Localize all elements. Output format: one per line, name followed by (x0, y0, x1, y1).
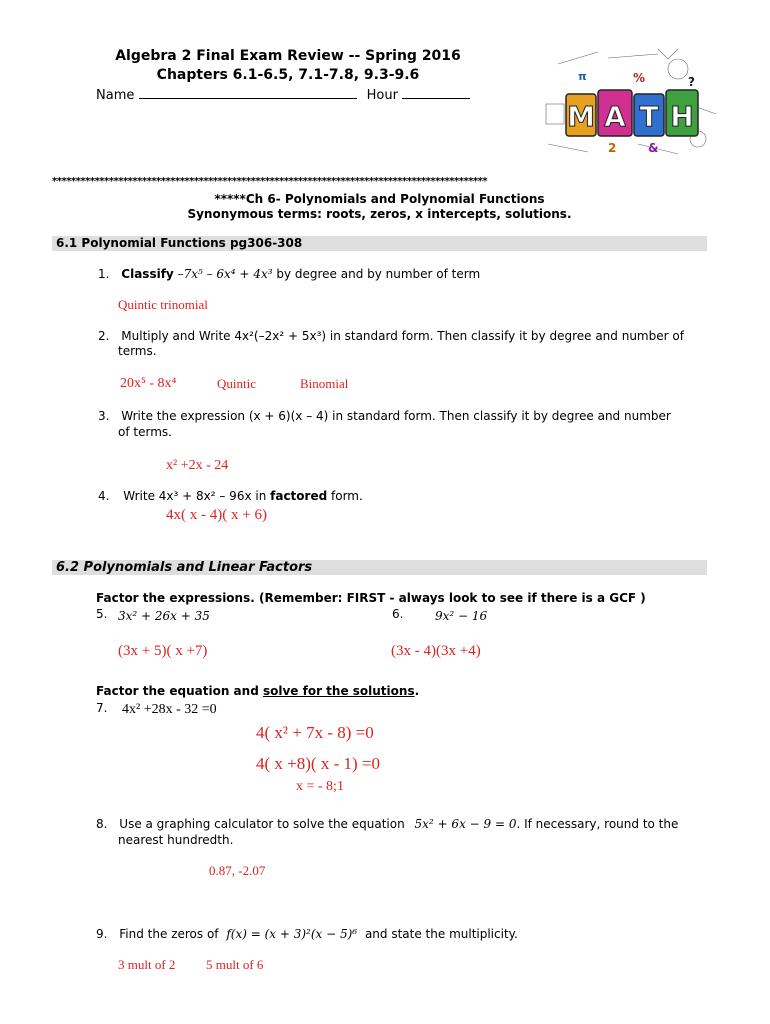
section-heading-6-2: 6.2 Polynomials and Linear Factors (52, 560, 707, 575)
name-row (96, 85, 470, 103)
q9-pre: Find the zeros of (119, 927, 219, 941)
answer-7-step1: 4( x² + 7x - 8) =0 (256, 723, 374, 742)
name-field[interactable] (139, 85, 357, 99)
question-number: 8. (96, 817, 108, 831)
solve-pre: Factor the equation and (96, 684, 263, 698)
answer-7-solution: x = - 8;1 (296, 779, 344, 794)
question-5-number: 5. (96, 607, 108, 621)
question-number: 4. (98, 489, 110, 503)
chapter-title: *****Ch 6- Polynomials and Polynomial Functions (214, 192, 545, 206)
question-3 (98, 409, 671, 423)
answer-8: 0.87, -2.07 (209, 863, 266, 878)
answer-3: x² +2x - 24 (166, 458, 229, 473)
svg-text:&: & (648, 141, 659, 155)
question-number: 1. (98, 267, 110, 281)
q3-line2: of terms. (118, 425, 172, 439)
section-heading-6-1: 6.1 Polynomial Functions pg306-308 (52, 236, 707, 251)
q8-line2: nearest hundredth. (118, 833, 234, 847)
q8-expr: 5x² + 6x − 9 = 0 (414, 817, 517, 831)
q2-line1: Multiply and Write 4x²(–2x² + 5x³) in standard form. Then classify it by degree and number of (121, 329, 684, 343)
question-number: 2. (98, 329, 110, 343)
question-5-expression: 3x² + 26x + 35 (118, 609, 210, 623)
hour-field[interactable] (402, 85, 470, 99)
question-8 (96, 817, 678, 831)
answer-1: Quintic trinomial (118, 297, 208, 312)
q9-post: and state the multiplicity. (364, 927, 518, 941)
svg-text:T: T (639, 100, 659, 133)
svg-text:M: M (567, 100, 595, 133)
q1-expr: –7x⁵ – 6x⁴ + 4x³ (173, 267, 273, 281)
synonyms-note: Synonymous terms: roots, zeros, x intercepts, solutions. (187, 207, 572, 221)
question-7-expression: 4x² +28x - 32 =0 (122, 702, 217, 717)
q1-bold: Classify (121, 267, 174, 281)
q2-line2: terms. (118, 344, 157, 358)
answer-2-terms: Binomial (300, 376, 349, 391)
svg-text:?: ? (688, 75, 695, 89)
question-6-number: 6. (392, 607, 404, 621)
factor-instructions: Factor the expressions. (Remember: FIRST - always look to see if there is a GCF ) (96, 591, 646, 605)
q4-post: form. (327, 489, 363, 503)
solve-instructions (96, 684, 419, 698)
question-2 (98, 329, 684, 343)
answer-2-degree: Quintic (217, 376, 256, 391)
question-7-number: 7. (96, 701, 108, 715)
q4-pre: Write 4x³ + 8x² – 96x in (123, 489, 271, 503)
question-number: 9. (96, 927, 108, 941)
answer-4: 4x( x - 4)( x + 6) (166, 507, 267, 523)
question-6-expression: 9x² − 16 (435, 609, 488, 623)
page-subtitle: Chapters 6.1-6.5, 7.1-7.8, 9.3-9.6 (156, 67, 420, 83)
q1-rest: by degree and by number of term (272, 267, 481, 281)
svg-text:H: H (670, 100, 694, 133)
q9-expr: f(x) = (x + 3)²(x − 5)⁶ (226, 927, 358, 941)
name-label: Name (96, 88, 135, 103)
answer-6: (3x - 4)(3x +4) (391, 643, 481, 659)
question-9 (96, 927, 518, 941)
question-number: 3. (98, 409, 110, 423)
answer-7-step2: 4( x +8)( x - 1) =0 (256, 754, 380, 773)
q4-bold: factored (270, 489, 328, 503)
solve-post: . (414, 684, 420, 698)
svg-text:2: 2 (608, 141, 617, 155)
page-title: Algebra 2 Final Exam Review -- Spring 2016 (115, 48, 461, 64)
question-1 (98, 267, 480, 281)
answer-9-second: 5 mult of 6 (206, 957, 264, 972)
asterisk-divider: ******************************************************************************************** (52, 176, 488, 187)
svg-text:A: A (604, 100, 626, 133)
hour-label: Hour (366, 88, 398, 103)
q3-line1: Write the expression (x + 6)(x – 4) in standard form. Then classify it by degree and number (121, 409, 671, 423)
question-4 (98, 489, 363, 503)
q8-post: . If necessary, round to the (516, 817, 679, 831)
answer-9-first: 3 mult of 2 (118, 957, 176, 972)
answer-5: (3x + 5)( x +7) (118, 643, 208, 659)
answer-2-expression: 20x⁵ - 8x⁴ (120, 376, 177, 391)
svg-text:%: % (633, 71, 646, 85)
math-logo-image (538, 44, 720, 159)
solve-underlined: solve for the solutions (262, 684, 415, 698)
q8-pre: Use a graphing calculator to solve the equation (119, 817, 405, 831)
svg-text:π: π (578, 70, 587, 83)
